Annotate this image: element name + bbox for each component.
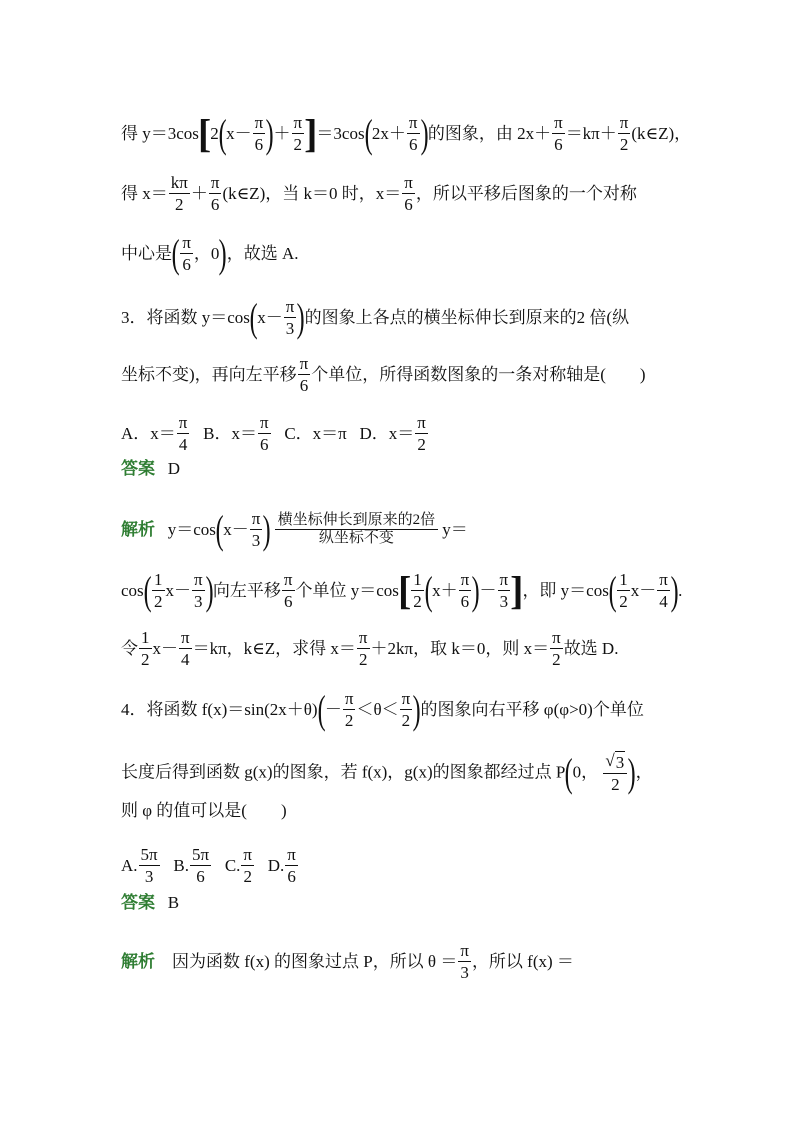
question-3-options: A．x＝ $\frac{\pi}{4}$ B．x＝ $\frac{\pi}{6}$ C．x＝π D．x＝ $\frac{\pi}{2}$ xyxy=(121,413,426,455)
answer-3: 答案 D xyxy=(121,459,181,479)
text-line-3: 中心是( $\frac{\pi}{6}$ ，0)，故选 A. xyxy=(121,230,299,276)
solution-3-line-2: cos( $\frac{1}{2}$ x－ $\frac{\pi}{3}$ )向左平移 $\frac{\pi}{6}$ 个单位 y＝cos[ $\frac{1}{2}$ (x＋ $\frac{\pi}{6}$ )－ $\frac{\pi}{3}$ ]，即 y＝cos( $\frac{1}{2}$ x－ $\frac{\pi}{4}$ ). xyxy=(121,567,683,613)
text-line-2: 得 x＝ $\frac{k\pi}{2}$ ＋ $\frac{\pi}{6}$ (k∈Z)，当 k＝0 时，x＝ $\frac{\pi}{6}$ ，所以平移后图象的一个对称 xyxy=(121,173,637,215)
solution-3: 解析 y＝cos(x－ $\frac{\pi}{3}$ ) 横坐标伸长到原来的2倍 纵坐标不变 y＝ xyxy=(121,506,468,552)
answer-4: 答案 B xyxy=(121,893,180,913)
text-line-1: 得 y＝3cos[2(x－ $\frac{\pi}{6}$ )＋ $\frac{\pi}{2}$ ]＝3cos(2x＋ $\frac{\pi}{6}$ )的图象，由 2x＋ $\frac{\pi}{6}$ ＝kπ＋ $\frac{\pi}{2}$ (k∈Z)， xyxy=(121,110,692,156)
question-4-options: A. $\frac{5\pi}{3}$ B. $\frac{5\pi}{6}$ C. $\frac{\pi}{2}$ D. $\frac{\pi}{6}$ xyxy=(121,845,296,887)
solution-4: 解析 因为函数 f(x) 的图象过点 P，所以 θ ＝ $\frac{\pi}{3}$ ，所以 f(x) ＝ xyxy=(121,941,574,983)
question-3: 3．将函数 y＝cos(x－ $\frac{\pi}{3}$ )的图象上各点的横坐标伸长到原来的2 倍(纵 xyxy=(121,294,630,340)
question-3-cont: 坐标不变)，再向左平移 $\frac{\pi}{6}$ 个单位，所得函数图象的一条对称轴是( ) xyxy=(121,354,646,396)
solution-3-line-3: 令 $\frac{1}{2}$ x－ $\frac{\pi}{4}$ ＝kπ，k∈Z，求得 x＝ $\frac{\pi}{2}$ ＋2kπ，取 k＝0，则 x＝ $\frac{\pi}{2}$ 故选 D. xyxy=(121,628,619,670)
transform-arrow: 横坐标伸长到原来的2倍 纵坐标不变 xyxy=(275,512,439,548)
question-4-cont: 长度后得到函数 g(x)的图象，若 f(x)，g(x)的图象都经过点 P(0， $\frac{√3}{2}$ )， xyxy=(121,749,653,795)
question-4: 4．将函数 f(x)＝sin(2x＋θ)(－ $\frac{\pi}{2}$ ＜θ＜ $\frac{\pi}{2}$ )的图象向右平移 φ(φ>0)个单位 xyxy=(121,686,644,732)
question-4-prompt: 则 φ 的值可以是( ) xyxy=(121,801,287,821)
